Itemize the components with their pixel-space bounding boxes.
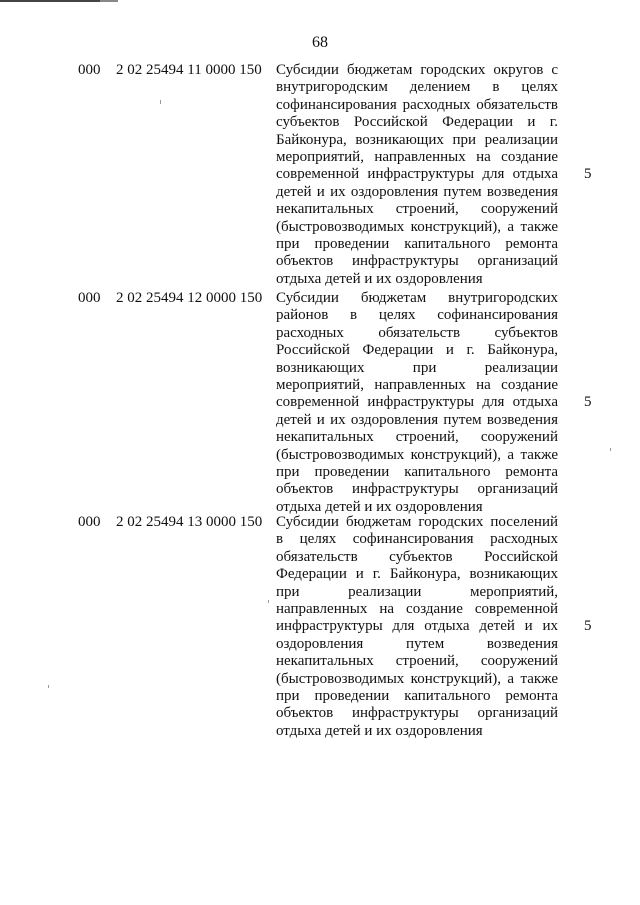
scan-speck bbox=[268, 600, 269, 603]
admin-code: 000 bbox=[78, 290, 101, 306]
admin-code: 000 bbox=[78, 62, 101, 78]
budget-classification-code: 2 02 25494 12 0000 150 bbox=[116, 290, 263, 306]
scan-speck bbox=[160, 100, 161, 104]
page-number: 68 bbox=[312, 34, 328, 51]
revenue-description: Субсидии бюджетам городских поселений в целях софинансирования расходных обязательств субъектов Российской Федерации и г. Байконура, возникающих при реализации мероприятий, направленных на создание современной инфраструктуры для отдыха детей и их оздоровления путем возведения некапитальных строений, сооружений (быстровозводимых конструкций), а также при проведении капитального ремонта объектов инфраструктуры организаций отдыха детей и их оздоровления bbox=[276, 514, 558, 739]
scan-speck bbox=[48, 685, 49, 688]
budget-classification-code: 2 02 25494 11 0000 150 bbox=[116, 62, 262, 78]
amount-value: 5 bbox=[584, 166, 592, 182]
budget-classification-code: 2 02 25494 13 0000 150 bbox=[116, 514, 263, 530]
admin-code: 000 bbox=[78, 514, 101, 530]
scan-speck bbox=[610, 448, 611, 451]
amount-value: 5 bbox=[584, 394, 592, 410]
revenue-description: Субсидии бюджетам городских округов с внутригородским делением в целях софинансирования расходных обязательств субъектов Российской Федерации и г. Байконура, возникающих при реализации мероприятий, направленных на создание современной инфраструктуры для отдыха детей и их оздоровления путем возведения некапитальных строений, сооружений (быстровозводимых конструкций), а также при проведении капитального ремонта объектов инфраструктуры организаций отдыха детей и их оздоровления bbox=[276, 62, 558, 287]
revenue-description: Субсидии бюджетам внутригородских районов в целях софинансирования расходных обязательств субъектов Российской Федерации и г. Байконура, возникающих при реализации мероприятий, направленных на создание современной инфраструктуры для отдыха детей и их оздоровления путем возведения некапитальных строений, сооружений (быстровозводимых конструкций), а также при проведении капитального ремонта объектов инфраструктуры организаций отдыха детей и их оздоровления bbox=[276, 290, 558, 515]
top-edge-rule-mark bbox=[100, 0, 118, 2]
amount-value: 5 bbox=[584, 618, 592, 634]
